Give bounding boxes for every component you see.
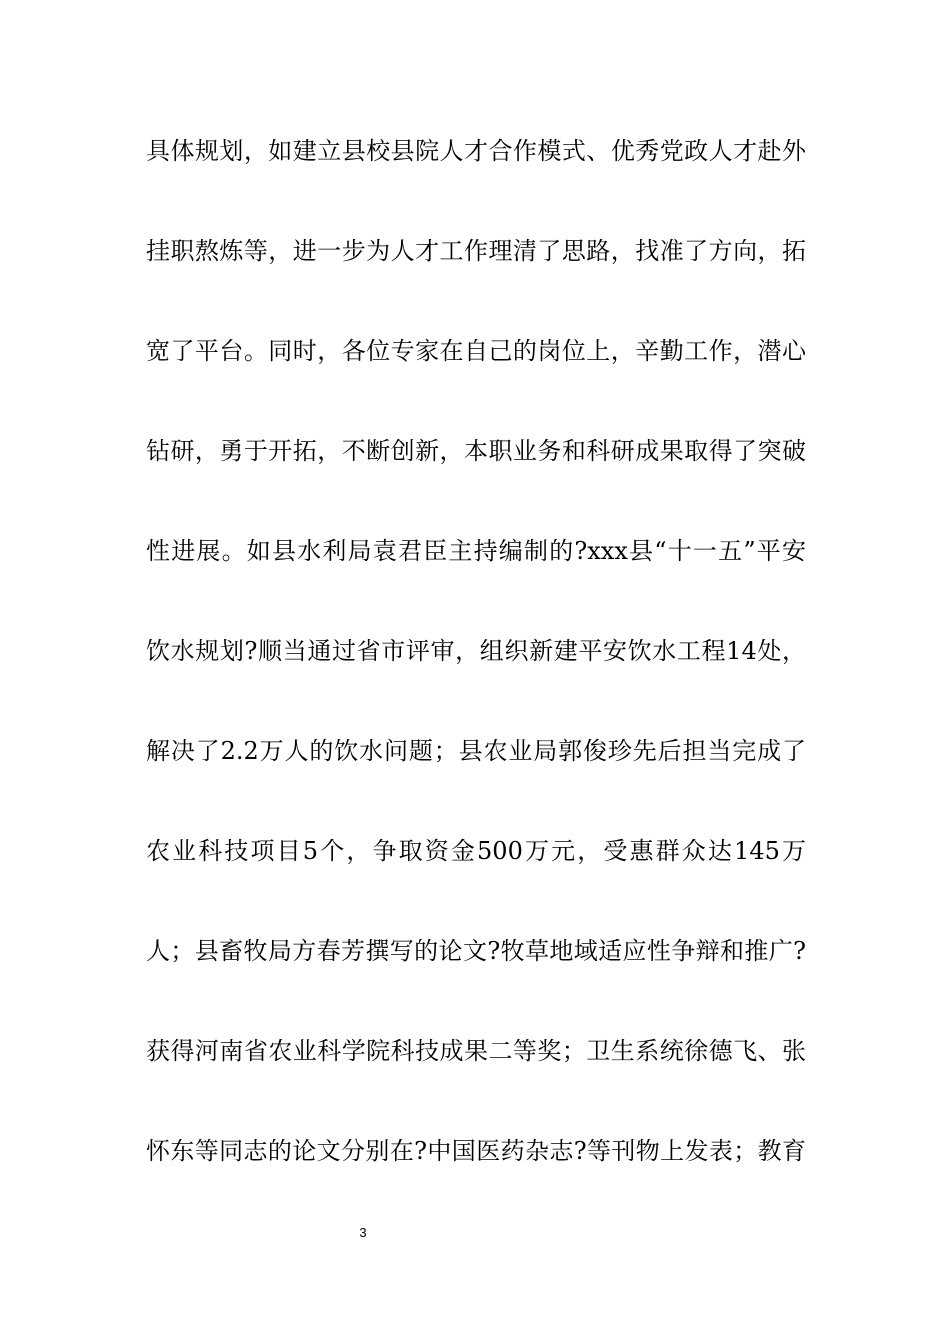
text-line: 怀东等同志的论文分别在?中国医药杂志?等刊物上发表；教育 <box>146 1137 806 1165</box>
text-line: 人；县畜牧局方春芳撰写的论文?牧草地域适应性争辩和推广? <box>146 937 806 965</box>
page-number: 3 <box>359 1225 367 1240</box>
text-line: 性进展。如县水利局袁君臣主持编制的?xxx县“十一五”平安 <box>146 537 806 565</box>
text-line: 挂职熬炼等，进一步为人才工作理清了思路，找准了方向，拓 <box>146 237 806 265</box>
text-line: 宽了平台。同时，各位专家在自己的岗位上，辛勤工作，潜心 <box>146 337 806 365</box>
text-line: 钻研，勇于开拓，不断创新，本职业务和科研成果取得了突破 <box>146 437 806 465</box>
text-line: 获得河南省农业科学院科技成果二等奖；卫生系统徐德飞、张 <box>146 1037 806 1065</box>
text-line: 农业科技项目5个，争取资金500万元，受惠群众达145万 <box>146 837 806 865</box>
text-line: 解决了2.2万人的饮水问题；县农业局郭俊珍先后担当完成了 <box>146 737 806 765</box>
text-line: 饮水规划?顺当通过省市评审，组织新建平安饮水工程14处， <box>146 637 806 665</box>
body-text <box>146 126 806 1226</box>
text-line: 具体规划，如建立县校县院人才合作模式、优秀党政人才赴外 <box>146 137 806 165</box>
